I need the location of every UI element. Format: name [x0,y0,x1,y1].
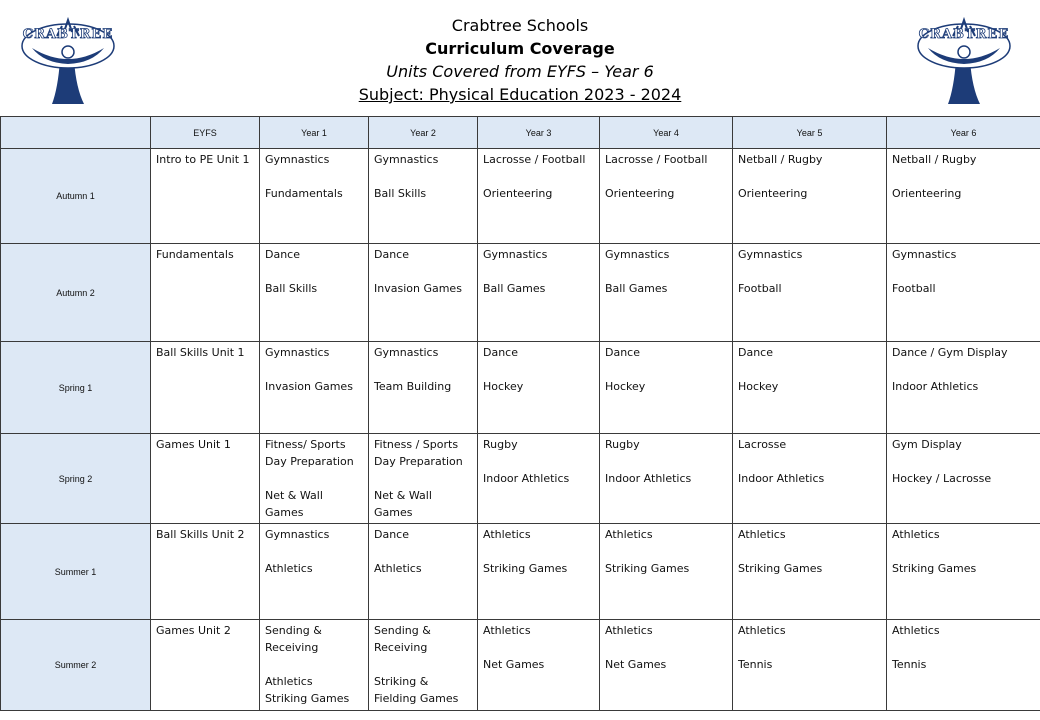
spacer [265,470,363,487]
spacer [738,543,881,560]
document-header [0,0,1040,116]
unit-text: Orienteering [483,187,553,200]
spacer [483,168,594,185]
unit-cell [733,149,887,244]
unit-cell [369,342,478,434]
unit-cell [260,524,369,620]
crabtree-logo-right [908,8,1020,108]
unit-text: Gymnastics [265,528,330,541]
unit-text: Receiving [374,641,428,654]
column-header: Year 5 [733,117,887,149]
spacer [738,168,881,185]
unit-text: Receiving [265,641,319,654]
unit-cell [478,244,600,342]
unit-text: Athletics [892,528,940,541]
unit-text: Ball Skills [374,187,427,200]
unit-text: Fitness/ Sports [265,438,346,451]
spacer [483,639,594,656]
unit-cell [151,620,260,711]
spacer [483,263,594,280]
unit-text: Tennis [892,658,927,671]
spacer [605,361,727,378]
unit-cell [733,524,887,620]
unit-text: Sending & [265,624,322,637]
table-row [1,620,1040,711]
unit-text: Ball Skills [265,282,318,295]
table-row [1,149,1040,244]
spacer [892,361,1035,378]
unit-text: Athletics [483,528,531,541]
unit-text: Orienteering [605,187,675,200]
unit-cell [733,434,887,524]
column-header: Year 2 [369,117,478,149]
unit-text: Athletics [605,624,653,637]
document-title: Curriculum Coverage [425,39,615,58]
term-label: Autumn 1 [1,149,151,244]
unit-text: Tennis [738,658,773,671]
title-block [0,14,1040,106]
unit-cell [600,524,733,620]
unit-text: Orienteering [738,187,808,200]
unit-text: Lacrosse / Football [483,153,586,166]
school-name: Crabtree Schools [451,16,589,35]
term-label: Spring 2 [1,434,151,524]
unit-text: Team Building [374,380,452,393]
unit-text: Gymnastics [265,153,330,166]
unit-text: Gymnastics [265,346,330,359]
unit-text: Striking Games [605,562,690,575]
unit-text: Striking & [374,675,429,688]
unit-cell [478,620,600,711]
tree-logo-icon [908,8,1020,108]
unit-text: Indoor Athletics [892,380,979,393]
unit-text: Fundamentals [156,248,234,261]
spacer [892,543,1035,560]
spacer [483,453,594,470]
term-label: Spring 1 [1,342,151,434]
unit-text: Invasion Games [374,282,462,295]
unit-cell [151,244,260,342]
spacer [738,453,881,470]
unit-text: Athletics [265,675,313,688]
unit-text: Hockey [605,380,646,393]
spacer [738,361,881,378]
spacer [483,543,594,560]
unit-text: Hockey [738,380,779,393]
unit-text: Games Unit 2 [156,624,231,637]
unit-cell [151,434,260,524]
unit-text: Ball Games [483,282,546,295]
unit-text: Dance [483,346,518,359]
unit-cell [600,434,733,524]
unit-text: Athletics [374,562,422,575]
unit-cell [887,244,1040,342]
unit-text: Net & Wall [265,489,323,502]
spacer [374,168,472,185]
unit-text: Indoor Athletics [605,472,692,485]
term-label: Summer 2 [1,620,151,711]
spacer [892,453,1035,470]
spacer [265,361,363,378]
unit-cell [151,342,260,434]
spacer [265,656,363,673]
unit-text: Orienteering [892,187,962,200]
spacer [483,361,594,378]
column-header: Year 6 [887,117,1040,149]
unit-text: Rugby [483,438,518,451]
unit-text: Athletics [265,562,313,575]
spacer [265,263,363,280]
unit-cell [260,149,369,244]
unit-cell [887,434,1040,524]
unit-cell [887,149,1040,244]
header-corner-cell [1,117,151,149]
document-subtitle: Units Covered from EYFS – Year 6 [386,62,654,81]
unit-cell [600,244,733,342]
unit-text: Gymnastics [374,346,439,359]
unit-text: Fundamentals [265,187,343,200]
subject-line: Subject: Physical Education 2023 - 2024 [358,85,682,104]
unit-text: Lacrosse / Football [605,153,708,166]
table-header-row [1,117,1040,149]
unit-cell [887,524,1040,620]
unit-text: Games [265,506,304,519]
term-label: Summer 1 [1,524,151,620]
table-row [1,342,1040,434]
column-header: Year 3 [478,117,600,149]
column-header: EYFS [151,117,260,149]
spacer [892,639,1035,656]
unit-text: Fitness / Sports [374,438,459,451]
unit-cell [887,342,1040,434]
unit-text: Rugby [605,438,640,451]
unit-text: Striking Games [483,562,568,575]
unit-cell [260,244,369,342]
unit-text: Dance [374,528,409,541]
unit-text: Football [892,282,936,295]
unit-text: Striking Games [265,692,350,705]
unit-text: Games Unit 1 [156,438,231,451]
unit-text: Athletics [738,528,786,541]
unit-text: Ball Games [605,282,668,295]
unit-text: Day Preparation [374,455,463,468]
table-row [1,244,1040,342]
spacer [374,361,472,378]
unit-cell [260,434,369,524]
unit-text: Day Preparation [265,455,354,468]
column-header: Year 1 [260,117,369,149]
unit-cell [733,244,887,342]
unit-cell [887,620,1040,711]
unit-text: Lacrosse [738,438,787,451]
unit-cell [151,149,260,244]
spacer [374,263,472,280]
spacer [605,168,727,185]
unit-text: Netball / Rugby [738,153,823,166]
unit-text: Gymnastics [483,248,548,261]
unit-text: Gym Display [892,438,962,451]
unit-text: Sending & [374,624,431,637]
unit-text: Striking Games [892,562,977,575]
spacer [374,470,472,487]
unit-text: Net Games [605,658,667,671]
unit-text: Intro to PE Unit 1 [156,153,250,166]
unit-cell [478,149,600,244]
unit-text: Dance / Gym Display [892,346,1008,359]
unit-text: Fielding Games [374,692,459,705]
spacer [892,168,1035,185]
spacer [605,263,727,280]
unit-cell [600,342,733,434]
unit-text: Net & Wall [374,489,432,502]
unit-text: Football [738,282,782,295]
unit-text: Net Games [483,658,545,671]
unit-cell [369,244,478,342]
unit-cell [151,524,260,620]
unit-cell [733,620,887,711]
unit-text: Athletics [892,624,940,637]
unit-text: Athletics [483,624,531,637]
unit-text: Indoor Athletics [738,472,825,485]
spacer [605,543,727,560]
unit-cell [478,342,600,434]
unit-cell [600,620,733,711]
unit-text: Dance [605,346,640,359]
unit-text: Gymnastics [738,248,803,261]
unit-text: Games [374,506,413,519]
unit-cell [369,149,478,244]
spacer [892,263,1035,280]
spacer [738,639,881,656]
unit-text: Gymnastics [605,248,670,261]
svg-text:CRABTREE: CRABTREE [22,27,114,42]
table-row [1,524,1040,620]
unit-text: Gymnastics [374,153,439,166]
spacer [265,543,363,560]
unit-cell [369,524,478,620]
unit-text: Athletics [605,528,653,541]
unit-cell [478,524,600,620]
unit-cell [260,342,369,434]
unit-text: Hockey / Lacrosse [892,472,992,485]
term-label: Autumn 2 [1,244,151,342]
spacer [738,263,881,280]
unit-cell [260,620,369,711]
unit-cell [369,434,478,524]
unit-text: Hockey [483,380,524,393]
unit-text: Netball / Rugby [892,153,977,166]
unit-cell [478,434,600,524]
unit-cell [600,149,733,244]
unit-text: Gymnastics [892,248,957,261]
spacer [605,639,727,656]
unit-text: Dance [265,248,300,261]
table-row [1,434,1040,524]
unit-text: Ball Skills Unit 2 [156,528,245,541]
table-body [1,149,1040,711]
unit-text: Ball Skills Unit 1 [156,346,245,359]
unit-text: Indoor Athletics [483,472,570,485]
spacer [265,168,363,185]
unit-text: Athletics [738,624,786,637]
column-header: Year 4 [600,117,733,149]
unit-text: Dance [374,248,409,261]
unit-text: Invasion Games [265,380,353,393]
unit-cell [369,620,478,711]
spacer [605,453,727,470]
unit-cell [733,342,887,434]
unit-text: Striking Games [738,562,823,575]
spacer [374,656,472,673]
svg-text:CRABTREE: CRABTREE [918,27,1010,42]
spacer [374,543,472,560]
curriculum-table [0,116,1040,711]
unit-text: Dance [738,346,773,359]
